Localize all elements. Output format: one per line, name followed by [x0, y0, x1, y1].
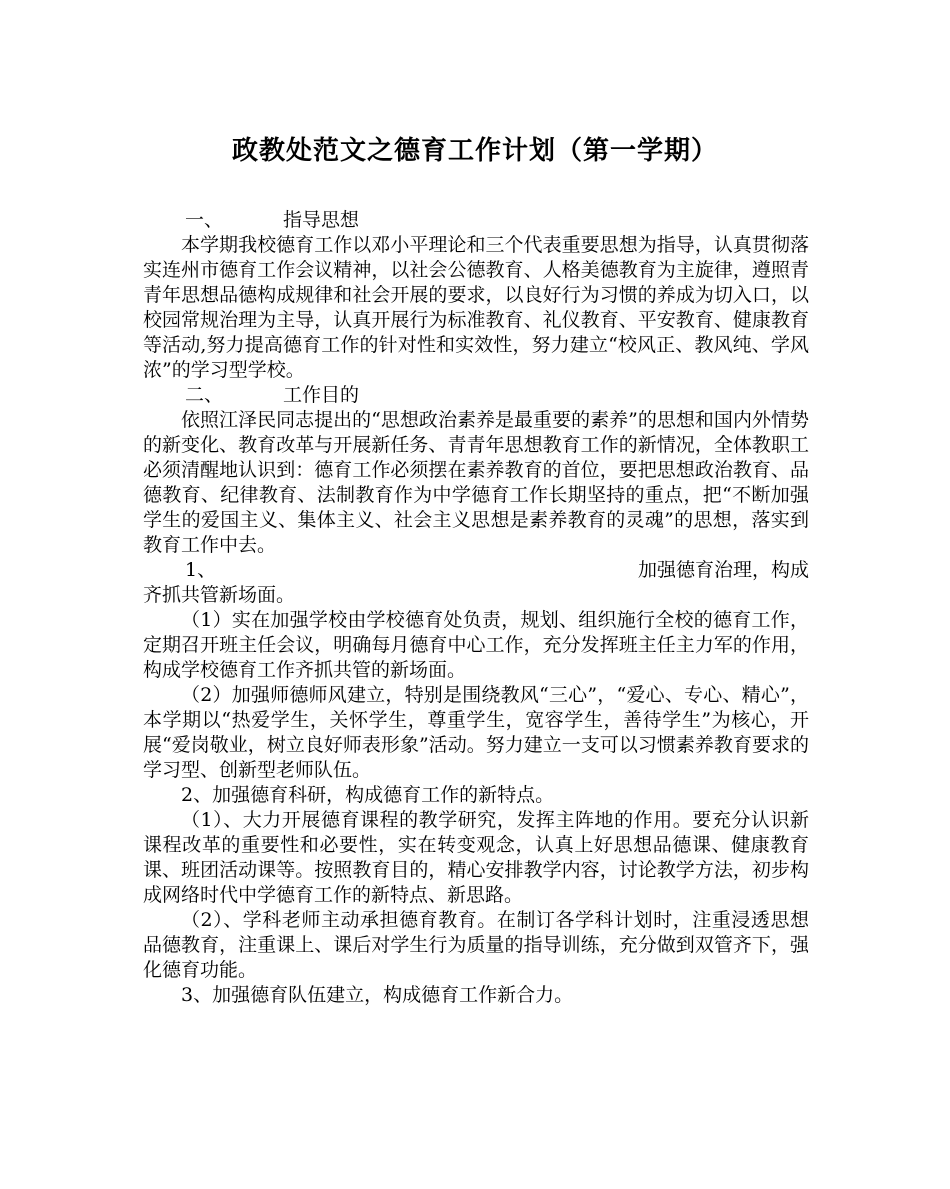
paragraph-work-goal: 依照江泽民同志提出的“思想政治素养是最重要的素养”的思想和国内外情势的新变化、教育改革与开展新任务、青青年思想教育工作的新情况，全体教职工必须清醒地认识到：德育工作必须摆在素养教育的首位，要把思想政治教育、品德教育、纪律教育、法制教育作为中学德育工作长期坚持的重点，把“不断加强学生的爱国主义、集体主义、社会主义思想是素养教育的灵魂”的思想，落实到教育工作中去。	[143, 409, 809, 556]
paragraph-item-2-1: （1）、大力开展德育课程的教学研究，发挥主阵地的作用。要充分认识新课程改革的重要性和必要性，实在转变观念，认真上好思想品德课、健康教育课、班团活动课等。按照教育目的，精心安排教学内容，讨论教学方法，初步构成网络时代中学德育工作的新特点、新思路。	[143, 809, 809, 906]
paragraph-item-2-2: （2）、学科老师主动承担德育教育。在制订各学科计划时，注重浸透思想品德教育，注重课上、课后对学生行为质量的指导训练，充分做到双管齐下，强化德育功能。	[143, 909, 809, 981]
section-number: 二、	[185, 384, 224, 406]
list-item-number: 1、	[185, 559, 217, 581]
document-title: 政教处范文之德育工作计划（第一学期）	[231, 136, 718, 166]
section-heading-2	[143, 383, 809, 408]
section-title: 工作目的	[283, 384, 360, 406]
section-number: 一、	[185, 209, 224, 231]
list-item-continuation: 齐抓共管新场面。	[143, 584, 296, 606]
paragraph-item-1-2: （2）加强师德师风建立，特别是围绕教风“三心”，“爱心、专心、精心”，本学期以“热爱学生，关怀学生，尊重学生，宽容学生，善待学生”为核心，开展“爱岗敬业，树立良好师表形象”活动。努力建立一支可以习惯素养教育要求的学习型、创新型老师队伍。	[143, 684, 809, 781]
list-item-3: 3、加强德育队伍建立，构成德育工作新合力。	[181, 984, 574, 1006]
section-heading-1	[143, 208, 809, 233]
list-item-2: 2、加强德育科研，构成德育工作的新特点。	[181, 784, 555, 806]
document-body	[143, 208, 809, 1008]
section-title: 指导思想	[283, 209, 360, 231]
list-item-heading: 加强德育治理，构成	[637, 559, 809, 581]
list-item-1-first-line	[143, 558, 809, 583]
paragraph-item-1-1: （1）实在加强学校由学校德育处负责，规划、组织施行全校的德育工作，定期召开班主任会议，明确每月德育中心工作，充分发挥班主任主力军的作用，构成学校德育工作齐抓共管的新场面。	[143, 609, 809, 681]
list-item-1	[143, 558, 809, 608]
paragraph-guiding-thought: 本学期我校德育工作以邓小平理论和三个代表重要思想为指导，认真贯彻落实连州市德育工作会议精神，以社会公德教育、人格美德教育为主旋律，遵照青青年思想品德构成规律和社会开展的要求，以良好行为习惯的养成为切入口，以校园常规治理为主导，认真开展行为标准教育、礼仪教育、平安教育、健康教育等活动,努力提高德育工作的针对性和实效性，努力建立“校风正、教风纯、学风浓”的学习型学校。	[143, 234, 809, 381]
